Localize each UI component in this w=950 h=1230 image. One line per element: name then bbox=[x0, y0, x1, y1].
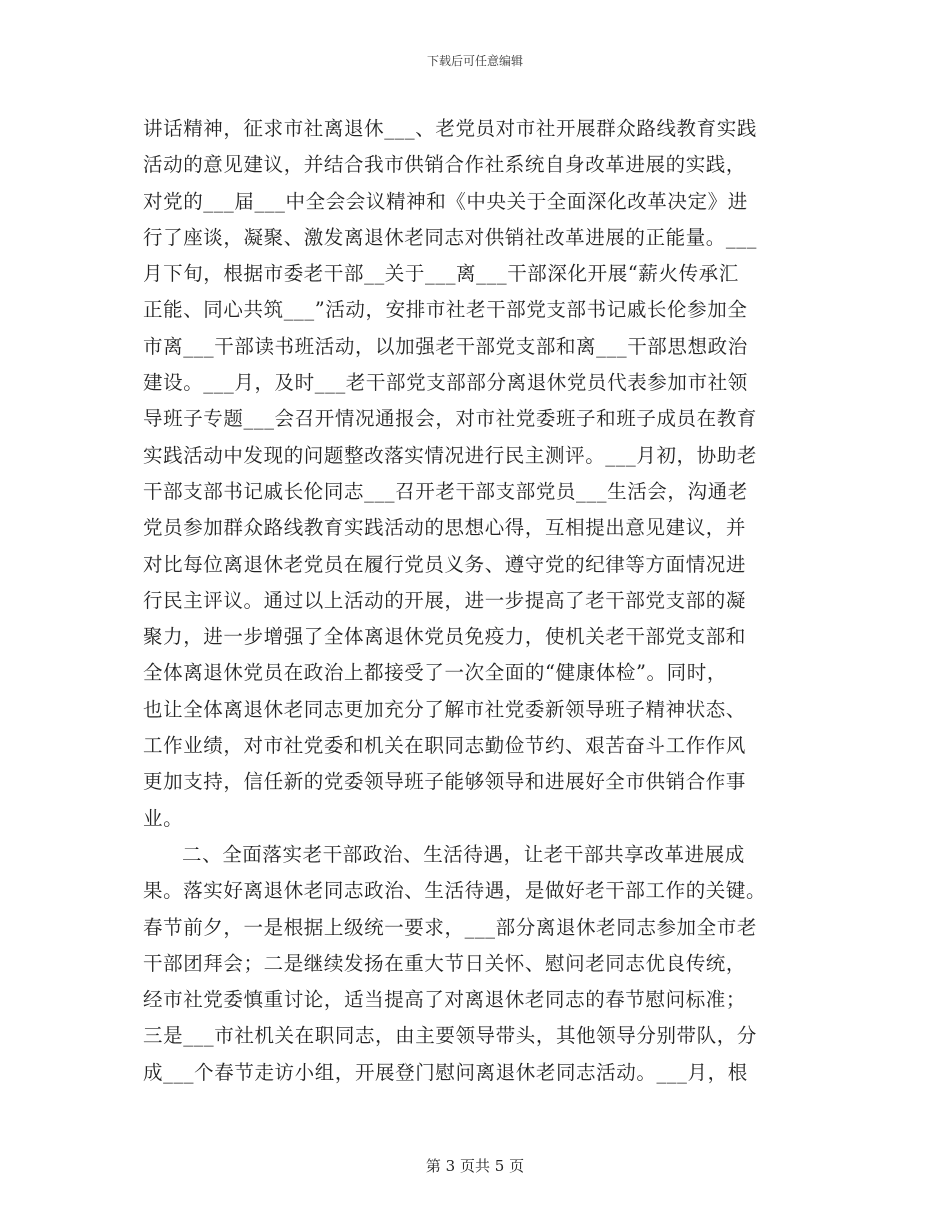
text-line: 讲话精神，征求市社离退休___、老党员对市社开展群众路线教育实践 bbox=[143, 117, 757, 140]
text-line: 全体离退休党员在政治上都接受了一次全面的“健康体检”。同时， bbox=[143, 661, 727, 685]
text-line: 果。落实好离退休老同志政治、生活待遇，是做好老干部工作的关键。 bbox=[143, 879, 767, 903]
text-line: 正能、同心共筑___”活动，安排市社老干部党支部书记戚长伦参加全 bbox=[143, 298, 748, 322]
text-line: 干部团拜会；二是继续发扬在重大节日关怀、慰问老同志优良传统， bbox=[143, 951, 747, 975]
page-number: 第 3 页共 5 页 bbox=[425, 1157, 525, 1175]
text-line: 业。 bbox=[143, 806, 184, 830]
text-line: 导班子专题___会召开情况通报会，对市社党委班子和班子成员在教育 bbox=[143, 407, 757, 431]
text-line: 二、全面落实老干部政治、生活待遇，让老干部共享改革进展成 bbox=[182, 842, 745, 866]
text-line: 对比每位离退休老党员在履行党员义务、遵守党的纪律等方面情况进 bbox=[143, 552, 747, 576]
paragraph-2 bbox=[143, 837, 818, 1091]
text-line: 行民主评议。通过以上活动的开展，进一步提高了老干部党支部的凝 bbox=[143, 588, 747, 612]
text-line: 实践活动中发现的问题整改落实情况进行民主测评。___月初，协助老 bbox=[143, 443, 757, 467]
text-line: 干部支部书记戚长伦同志___召开老干部支部党员___生活会，沟通老 bbox=[143, 479, 748, 503]
text-line: 行了座谈，凝聚、激发离退休老同志对供销社改革进展的正能量。___ bbox=[143, 225, 757, 249]
text-line: 也让全体离退休老同志更加充分了解市社党委新领导班子精神状态、 bbox=[143, 697, 747, 721]
text-line: 三是___市社机关在职同志，由主要领导带头，其他领导分别带队，分 bbox=[143, 1024, 757, 1048]
text-line: 春节前夕，一是根据上级统一要求，___部分离退休老同志参加全市老 bbox=[143, 915, 757, 939]
text-line: 更加支持，信任新的党委领导班子能够领导和进展好全市供销合作事 bbox=[143, 770, 747, 794]
text-line: 经市社党委慎重讨论，适当提高了对离退休老同志的春节慰问标准； bbox=[143, 988, 747, 1012]
text-line: 聚力，进一步增强了全体离退休党员免疫力，使机关老干部党支部和 bbox=[143, 625, 747, 649]
text-line: 党员参加群众路线教育实践活动的思想心得，互相提出意见建议，并 bbox=[143, 516, 747, 540]
text-line: 对党的___届___中全会会议精神和《中央关于全面深化改革决定》进 bbox=[143, 189, 748, 213]
text-line: 市离___干部读书班活动，以加强老干部党支部和离___干部思想政治 bbox=[143, 334, 748, 358]
text-line: 工作业绩，对市社党委和机关在职同志勤俭节约、艰苦奋斗工作作风 bbox=[143, 734, 747, 758]
text-line: 月下旬，根据市委老干部__关于___离___干部深化开展“薪火传承汇 bbox=[143, 262, 739, 286]
page-header: 下载后可任意编辑 bbox=[426, 54, 523, 68]
text-line: 建设。___月，及时___老干部党支部部分离退休党员代表参加市社领 bbox=[143, 371, 748, 395]
text-line: 活动的意见建议，并结合我市供销合作社系统自身改革进展的实践， bbox=[143, 153, 747, 177]
text-line: 成___个春节走访小组，开展登门慰问离退休老同志活动。___月，根 bbox=[143, 1060, 748, 1084]
paragraph-1 bbox=[143, 111, 818, 837]
document-body bbox=[143, 111, 818, 1091]
